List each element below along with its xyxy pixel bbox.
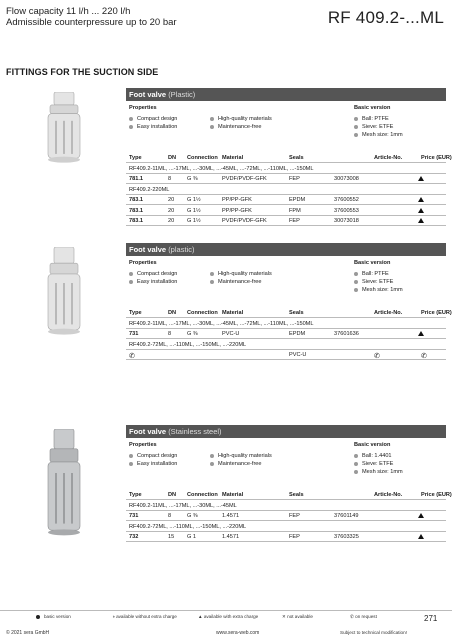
legend-no-charge: ◑ available without extra charge [112, 614, 177, 619]
table-cell: 37603325 [334, 534, 359, 540]
properties-heading: Properties [129, 442, 157, 448]
section-title: FITTINGS FOR THE SUCTION SIDE [6, 67, 159, 77]
model-group-row [126, 341, 446, 350]
table-cell: 731 [129, 513, 139, 519]
bullet-icon [210, 125, 214, 129]
product-title: Foot valve [129, 245, 167, 254]
cross-icon: ✕ [282, 614, 288, 619]
column-header: Connection [187, 492, 218, 498]
table-cell: 783.1 [129, 197, 143, 203]
property-item: Easy installation [129, 279, 177, 285]
table-cell: PVDF/PVDF-GFK [222, 176, 267, 182]
extra-charge-triangle-icon [418, 176, 424, 181]
bullet-icon [210, 272, 214, 276]
table-cell: 1.4571 [222, 534, 240, 540]
table-cell: PP/PP-GFK [222, 197, 252, 203]
table-cell: 8 [168, 331, 172, 337]
table-cell: FEP [289, 176, 300, 182]
column-header: Connection [187, 310, 218, 316]
table-cell: FPM [289, 207, 301, 214]
properties-heading: Properties [129, 260, 157, 266]
model-range: RF409.2-72ML, ...-110ML, ...-150ML, ...-220ML [129, 523, 247, 530]
properties-heading: Properties [129, 105, 157, 111]
table-cell: 30073018 [334, 218, 359, 224]
triangle-icon: ▲ [198, 614, 204, 619]
table-cell: G 1½ [187, 197, 201, 203]
basic-version-item: Sieve: ETFE [354, 124, 393, 130]
extra-charge-triangle-icon [418, 534, 424, 539]
column-header: Price (EUR) [421, 310, 452, 316]
basic-version-heading: Basic version [354, 260, 391, 266]
table-row [126, 330, 446, 339]
table-cell: EPDM [289, 331, 306, 337]
bullet-icon [354, 272, 358, 276]
bullet-icon [210, 117, 214, 121]
footer-divider [0, 610, 452, 611]
header-line-1: Flow capacity 11 l/h ... 220 l/h [6, 6, 131, 17]
table-row [126, 196, 446, 205]
bullet-icon [129, 454, 133, 458]
basic-version-item: Ball: PTFE [354, 271, 389, 277]
table-cell: G 1½ [187, 207, 201, 214]
extra-charge-triangle-icon [418, 197, 424, 202]
model-range: RF409.2-11ML, ...-17ML, ...-30ML, ...-45ML, ...-72ML, ...-110ML, ...-150ML [129, 165, 314, 172]
column-header: Material [222, 155, 244, 161]
table-cell: FEP [289, 513, 300, 519]
column-header: Type [129, 492, 142, 498]
table-cell: 732 [129, 534, 139, 540]
legend-on-request: ✆ on request [350, 614, 377, 619]
bullet-icon [354, 117, 358, 121]
product-title: Foot valve [129, 427, 167, 436]
table-cell: 783.1 [129, 218, 143, 224]
table-cell: FEP [289, 534, 300, 540]
model-group-row [126, 502, 446, 511]
property-item: Easy installation [129, 124, 177, 130]
bullet-icon [129, 280, 133, 284]
bullet-icon [129, 117, 133, 121]
table-cell: PP/PP-GFK [222, 207, 252, 214]
basic-version-item: Ball: PTFE [354, 116, 389, 122]
bullet-icon [129, 462, 133, 466]
filled-dot-icon [36, 615, 40, 619]
model-range: RF409.2-220ML [129, 186, 170, 193]
column-header: DN [168, 310, 177, 316]
column-header: Material [222, 492, 244, 498]
table-cell: 783.1 [129, 207, 143, 214]
model-group-row [126, 165, 446, 174]
table-row [126, 351, 446, 360]
header-subtitle [6, 6, 177, 28]
basic-version-item: Mesh size: 1mm [354, 287, 403, 293]
table-cell: 731 [129, 331, 139, 337]
basic-version-item: Mesh size: 1mm [354, 469, 403, 475]
product-material: (plastic) [168, 245, 195, 254]
header-line-2: Admissible counterpressure up to 20 bar [6, 17, 177, 28]
bullet-icon [210, 454, 214, 458]
table-cell: G 1½ [187, 218, 201, 224]
column-header: DN [168, 492, 177, 498]
column-header: Type [129, 155, 142, 161]
model-range: RF409.2-11ML, ...-17ML, ...-30ML, ...-45ML [129, 502, 237, 509]
legend-basic: basic version [36, 614, 71, 619]
extra-charge-triangle-icon [418, 208, 424, 213]
column-header: Seals [289, 155, 304, 161]
column-header: Article-No. [374, 155, 403, 161]
table-row [126, 175, 446, 184]
table-cell: 30073008 [334, 176, 359, 182]
table-row [126, 207, 446, 216]
extra-charge-triangle-icon [418, 331, 424, 336]
table-cell: G ⅜ [187, 331, 198, 337]
column-header: Connection [187, 155, 218, 161]
page-footer [0, 610, 452, 640]
table-cell: 8 [168, 176, 172, 182]
table-cell: G ⅜ [187, 176, 198, 182]
table-cell: 37601636 [334, 331, 359, 337]
bullet-icon [354, 462, 358, 466]
table-cell: 37600553 [334, 207, 359, 214]
foot-valve-image [36, 92, 92, 164]
column-header: Seals [289, 310, 304, 316]
properties [126, 105, 446, 155]
property-item: Compact design [129, 116, 177, 122]
table-cell: PVC-U [222, 331, 240, 337]
property-item: High-quality materials [210, 271, 272, 277]
table-cell: 781.1 [129, 176, 143, 182]
property-item: Compact design [129, 271, 177, 277]
property-item: Maintenance-free [210, 124, 262, 130]
property-item: Maintenance-free [210, 279, 262, 285]
half-circle-icon: ◑ [112, 614, 117, 619]
basic-version-item: Sieve: ETFE [354, 461, 393, 467]
product-material: (Stainless steel) [168, 427, 222, 436]
disclaimer: Subject to technical modification! [340, 630, 407, 635]
foot-valve-image [36, 429, 92, 539]
model-group-row [126, 186, 446, 195]
bullet-icon [129, 272, 133, 276]
property-item: Maintenance-free [210, 461, 262, 467]
product-title-bar [126, 425, 446, 438]
table-cell: G 1 [187, 534, 197, 540]
column-header: Price (EUR) [421, 492, 452, 498]
bullet-icon [354, 288, 358, 292]
product-material: (Plastic) [168, 90, 196, 99]
bullet-icon [354, 125, 358, 129]
basic-version-item: Sieve: ETFE [354, 279, 393, 285]
column-header: Article-No. [374, 310, 403, 316]
model-range: RF409.2-11ML, ...-17ML, ...-30ML, ...-45ML, ...-72ML, ...-110ML, ...-150ML [129, 320, 314, 327]
table-row [126, 533, 446, 542]
column-header: Type [129, 310, 142, 316]
column-header: Price (EUR) [421, 155, 452, 161]
on-request-icon: ✆ [421, 353, 427, 360]
website-link[interactable]: www.sera-web.com [216, 630, 260, 636]
bullet-icon [354, 133, 358, 137]
table-cell: 20 [168, 218, 175, 224]
table-cell: PVDF/PVDF-GFK [222, 218, 267, 224]
product-title-bar [126, 88, 446, 101]
column-header: Article-No. [374, 492, 403, 498]
foot-valve-image [36, 247, 92, 337]
on-request-icon: ✆ [129, 353, 135, 360]
table-cell: FEP [289, 218, 300, 224]
column-header: Material [222, 310, 244, 316]
bullet-icon [210, 280, 214, 284]
property-item: High-quality materials [210, 116, 272, 122]
table-cell: G ⅜ [187, 513, 198, 519]
table-cell: 37600552 [334, 197, 359, 203]
table-cell: 20 [168, 197, 175, 203]
product-title-bar [126, 243, 446, 256]
basic-version-item: Mesh size: 1mm [354, 132, 403, 138]
property-item: Easy installation [129, 461, 177, 467]
basic-version-heading: Basic version [354, 442, 391, 448]
table-row [126, 512, 446, 521]
property-item: Compact design [129, 453, 177, 459]
model-range: RF409.2-72ML, ...-110ML, ...-150ML, ...-220ML [129, 341, 247, 348]
copyright: © 2021 sera GmbH [6, 630, 50, 636]
table-row [126, 217, 446, 226]
table-cell: 20 [168, 207, 175, 214]
properties [126, 442, 446, 492]
properties [126, 260, 446, 310]
phone-icon: ✆ [350, 614, 356, 619]
column-header: Seals [289, 492, 304, 498]
property-item: High-quality materials [210, 453, 272, 459]
table-header [126, 309, 452, 318]
legend-not-available: ✕ not available [282, 614, 313, 619]
header-product-code: RF 409.2-...ML [327, 8, 444, 27]
model-group-row [126, 523, 446, 532]
page-number: 271 [424, 614, 438, 623]
column-header: DN [168, 155, 177, 161]
bullet-icon [354, 280, 358, 284]
extra-charge-triangle-icon [418, 218, 424, 223]
table-cell: 37601149 [334, 513, 359, 519]
product-title: Foot valve [129, 90, 167, 99]
bullet-icon [354, 454, 358, 458]
table-header [126, 491, 452, 500]
on-request-icon: ✆ [374, 353, 380, 360]
table-cell: 8 [168, 513, 172, 519]
table-cell: PVC-U [289, 352, 307, 358]
model-group-row [126, 320, 446, 329]
basic-version-item: Ball: 1.4401 [354, 453, 392, 459]
table-cell: EPDM [289, 197, 306, 203]
table-cell: 1.4571 [222, 513, 240, 519]
basic-version-heading: Basic version [354, 105, 391, 111]
bullet-icon [354, 470, 358, 474]
legend-extra-charge: ▲ available with extra charge [198, 614, 259, 619]
bullet-icon [129, 125, 133, 129]
table-cell: 15 [168, 534, 175, 540]
bullet-icon [210, 462, 214, 466]
extra-charge-triangle-icon [418, 513, 424, 518]
table-header [126, 154, 452, 163]
